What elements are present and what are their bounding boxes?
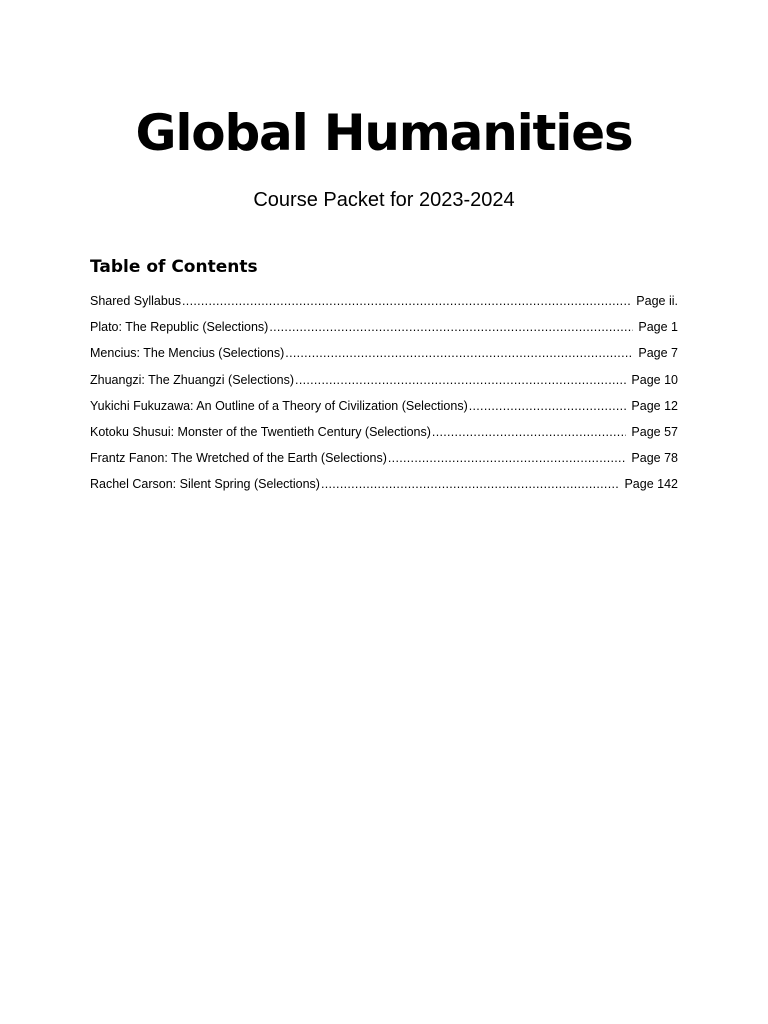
toc-entry-title: Frantz Fanon: The Wretched of the Earth (Selections) — [90, 451, 387, 466]
toc-entry — [90, 343, 678, 369]
toc-dot-leader — [269, 317, 633, 337]
toc-entry-page: Page 142 — [624, 477, 678, 492]
toc-entry-title: Yukichi Fukuzawa: An Outline of a Theory of Civilization (Selections) — [90, 398, 468, 413]
toc-heading: Table of Contents — [90, 257, 258, 277]
toc-entry-title: Kotoku Shusui: Monster of the Twentieth Century (Selections) — [90, 424, 431, 439]
toc-entry-page: Page 7 — [638, 346, 678, 361]
toc-entry-page: Page 1 — [638, 320, 678, 335]
toc-dot-leader — [432, 422, 627, 442]
toc-entry — [90, 370, 678, 396]
toc-entry-page: Page ii. — [636, 294, 678, 308]
toc-entry — [90, 474, 678, 500]
toc-entry — [90, 317, 678, 343]
table-of-contents — [90, 291, 678, 501]
toc-entry-title: Zhuangzi: The Zhuangzi (Selections) — [90, 372, 295, 387]
toc-dot-leader — [321, 474, 620, 494]
toc-dot-leader — [469, 396, 627, 416]
toc-entry — [90, 448, 678, 474]
toc-entry-title: Mencius: The Mencius (Selections) — [90, 346, 285, 361]
toc-dot-leader — [285, 343, 633, 363]
toc-dot-leader — [388, 448, 627, 468]
toc-entry-page: Page 12 — [631, 398, 678, 413]
toc-entry — [90, 291, 678, 317]
toc-entry-title: Shared Syllabus — [90, 294, 182, 308]
toc-entry-title: Rachel Carson: Silent Spring (Selections) — [90, 477, 320, 492]
toc-entry-page: Page 57 — [631, 424, 678, 439]
toc-entry — [90, 422, 678, 448]
toc-entry — [90, 396, 678, 422]
document-subtitle: Course Packet for 2023-2024 — [253, 189, 515, 211]
document-title: Global Humanities — [135, 104, 633, 162]
toc-entry-title: Plato: The Republic (Selections) — [90, 320, 269, 335]
toc-dot-leader — [182, 291, 631, 311]
toc-entry-page: Page 10 — [631, 372, 678, 387]
toc-entry-page: Page 78 — [631, 451, 678, 466]
toc-dot-leader — [295, 370, 626, 390]
